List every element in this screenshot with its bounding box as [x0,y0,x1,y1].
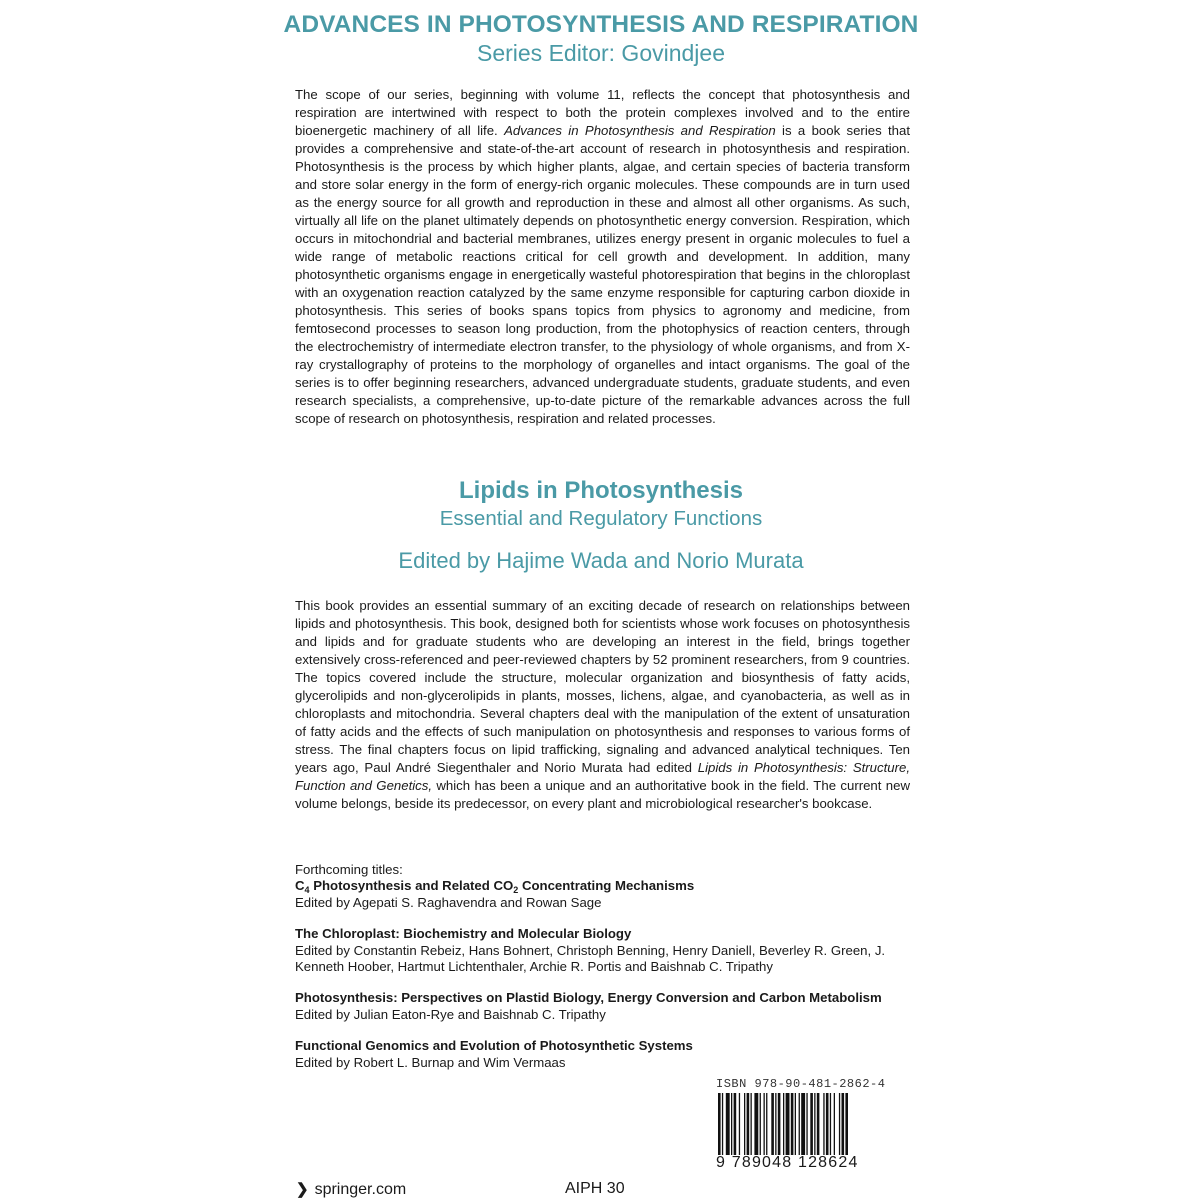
forthcoming-item-title: Photosynthesis: Perspectives on Plastid Biology, Energy Conversion and Carbon Metabolism [295,990,882,1005]
book-subtitle: Essential and Regulatory Functions [439,507,763,530]
forthcoming-item [295,926,935,976]
barcode-bar [754,1093,758,1155]
forthcoming-item-editors: Edited by Julian Eaton-Rye and Baishnab C. Tripathy [295,1006,606,1022]
title-part: Concentrating Mechanisms [518,878,695,893]
barcode-bar [747,1093,750,1155]
title-part: C [295,878,305,893]
barcode-bar [718,1093,721,1155]
forthcoming-item-title: Functional Genomics and Evolution of Photosynthetic Systems [295,1038,693,1053]
barcode-bar [722,1093,723,1155]
barcode-bar [760,1093,761,1155]
barcode-bar [734,1093,737,1155]
book-title: Lipids in Photosynthesis [458,477,744,504]
barcode-image [718,1093,878,1155]
barcode-bar [739,1093,740,1155]
barcode-bar [845,1093,848,1155]
barcode-bar [726,1093,730,1155]
scope-series-name: Advances in Photosynthesis and Respiration [504,123,776,138]
forthcoming-item-title: The Chloroplast: Biochemistry and Molecular Biology [295,926,632,941]
barcode-bar [786,1093,790,1155]
barcode-bar [791,1093,794,1155]
series-scope-paragraph [295,86,910,428]
subscript: 2 [513,885,519,895]
scope-text-b: is a book series that provides a comprehensive and state-of-the-art account of research in photosynthesis and respiration. Photosynthesis is the process by which higher plants, algae, and certain species of bacteria transform and store solar energy in the form of energy-rich organic molecules. These compounds are in turn used as the energy source for all growth and reproduction in these and almost all other organisms. As such, virtually all life on the planet ultimately depends on photosynthetic energy conversion. Respiration, which occurs in mitochondrial and bacterial membranes, utilizes energy present in organic molecules to fuel a wide range of metabolic reactions critical for cell growth and development. In addition, many photosynthetic organisms engage in energetically wasteful photorespiration that begins in the chloroplast with an oxygenation reaction catalyzed by the same enzyme responsible for capturing carbon dioxide in photosynthesis. This series of books spans topics from physics to agronomy and medicine, from femtosecond processes to season long production, from the photophysics of reaction centers, through the electrochemistry of intermediate electron transfer, to the physiology of whole organisms, and from X-ray crystallography of proteins to the morphology of organelles and intact organisms. The goal of the series is to offer beginning researchers, advanced undergraduate students, graduate students, and even research specialists, a comprehensive, up-to-date picture of the remarkable advances across the full scope of research on photosynthesis, respiration and related processes. [295,123,911,426]
barcode-bar [839,1093,840,1155]
summary-predecessor-title: Lipids in Photosynthesis: Structure, Function and Genetics, [295,760,910,793]
barcode-bar [778,1093,781,1155]
summary-text-b: which has been a unique and an authoritative book in the field. The current new volume belongs, beside its predecessor, on every plant and microbiological researcher's bookcase. [295,778,910,811]
barcode-bar [814,1093,815,1155]
barcode-bar [731,1093,732,1155]
barcode-bar [806,1093,807,1155]
forthcoming-label: Forthcoming titles: [295,862,403,877]
barcode-bar [801,1093,805,1155]
barcode-bar [826,1093,829,1155]
title-part: Photosynthesis and Related CO [309,878,514,893]
barcode-bar [817,1093,820,1155]
publisher-link[interactable] [296,1180,406,1199]
series-title: ADVANCES IN PHOTOSYNTHESIS AND RESPIRATION [283,11,919,38]
summary-text-a: This book provides an essential summary of an exciting decade of research on relationships between lipids and photosynthesis. This book, designed both for scientists whose work focuses on photosynthesis and lipids and for graduate students who are developing an interest in the field, brings together extensively cross-referenced and peer-reviewed chapters by 52 prominent researchers, from 9 countries. The topics covered include the structure, molecular organization and biosynthesis of fatty acids, glycerolipids and non-glycerolipids in plants, mosses, lichens, algae, and cyanobacteria, as well as in chloroplasts and mitochondria. Several chapters deal with the manipulation of the extent of unsaturation of fatty acids and the effects of such manipulation on photosynthesis and responses to various forms of stress. The final chapters focus on lipid trafficking, signaling and advanced analytical techniques. Ten years ago, Paul André Siegenthaler and Norio Murata had edited [295,598,910,775]
forthcoming-item [295,1038,935,1071]
barcode-bar [744,1093,745,1155]
barcode-bar [783,1093,784,1155]
barcode-bar [795,1093,796,1155]
barcode-bar [842,1093,845,1155]
barcode-bar [771,1093,774,1155]
barcode-bar [799,1093,800,1155]
forthcoming-item-title [295,878,935,895]
barcode-digits: 9 789048 128624 [716,1154,859,1171]
forthcoming-item-editors: Edited by Agepati S. Raghavendra and Rowan Sage [295,894,602,910]
barcode-bar [823,1093,824,1155]
chevron-right-icon: ❯ [296,1181,309,1198]
barcode-bar [830,1093,831,1155]
barcode-bar [834,1093,835,1155]
publisher-url: springer.com [314,1181,407,1198]
forthcoming-item [295,990,935,1023]
barcode-bar [751,1093,752,1155]
barcode-bar [764,1093,765,1155]
forthcoming-item [295,878,935,911]
barcode-bar [766,1093,767,1155]
scope-text-a: The scope of our series, beginning with volume 11, reflects the concept that photosynthesis and respiration are intertwined with respect to both the protein complexes involved and to the entire bioenergetic machinery of all life. [295,87,910,138]
isbn-label: ISBN 978-90-481-2862-4 [716,1077,886,1091]
series-code: AIPH 30 [565,1180,625,1197]
book-editors: Edited by Hajime Wada and Norio Murata [398,548,804,573]
forthcoming-item-editors: Edited by Constantin Rebeiz, Hans Bohnert, Christoph Benning, Henry Daniell, Beverley R. Green, J. Kenneth Hoober, Hartmut Lichtenthaler, Archie R. Portis and Baishnab C. Tripathy [295,942,886,974]
barcode-bar [775,1093,776,1155]
subscript: 4 [304,885,310,895]
series-editor: Series Editor: Govindjee [476,40,725,66]
barcode-bar [810,1093,813,1155]
forthcoming-item-editors: Edited by Robert L. Burnap and Wim Vermaas [295,1054,566,1070]
book-summary-paragraph [295,597,910,813]
